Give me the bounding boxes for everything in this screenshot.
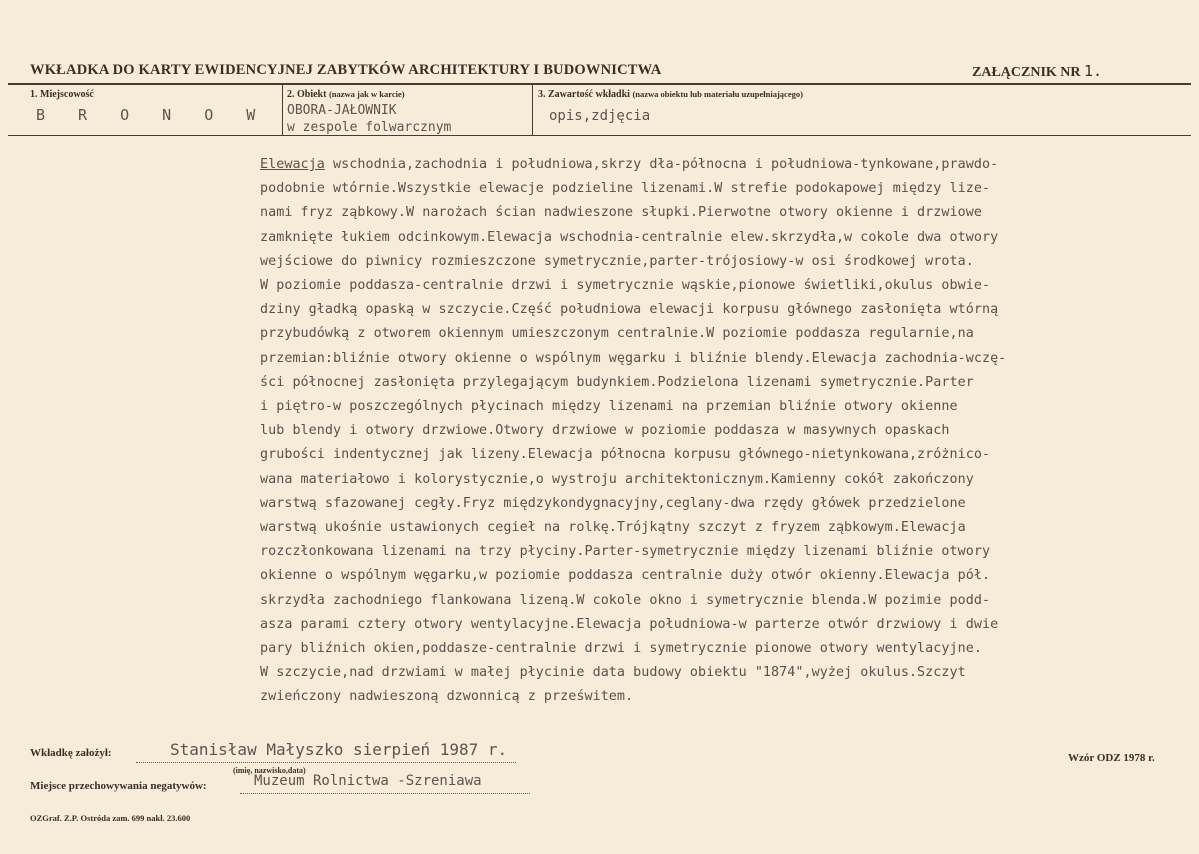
- print-note: OZGraf. Z.P. Ostróda zam. 699 nakł. 23.600: [30, 813, 191, 823]
- header-bottom-rule: [8, 135, 1191, 136]
- field-divider-1: [282, 84, 283, 135]
- author-dotline: [136, 762, 516, 763]
- locality-label: 1. Miejscowość: [30, 89, 94, 100]
- description-line: warstwą ukośnie ustawionych cegieł na rolkę.Trójkątny szczyt z fryzem ząbkowym.Elewacja: [260, 520, 966, 536]
- description-line: wejściowe do piwnicy rozmieszczone symetrycznie,parter-trójosiowy-w osi środkowej wrota.: [260, 253, 974, 269]
- description-line: podobnie wtórnie.Wszystkie elewacje podzieline lizenami.W strefie podokapowej między lize-: [260, 181, 991, 197]
- description-line: dziny gładką opaską w szczycie.Część południowa elewacji korpusu głównego zasłonięta wtórną: [260, 302, 999, 318]
- description-line: warstwą sfazowanej cegły.Fryz międzykondygnacyjny,ceglany-dwa rzędy główek przedzielone: [260, 495, 966, 511]
- template-note: Wzór ODZ 1978 r.: [1068, 752, 1155, 764]
- description-line: zamknięte łukiem odcinkowym.Elewacja wschodnia-centralnie elew.skrzydła,w cokole dwa otwory: [260, 229, 999, 245]
- description-line: rozczłonkowana lizenami na trzy płyciny.Parter-symetrycznie między lizenami bliźnie otwory: [260, 544, 991, 560]
- author-value: Stanisław Małyszko sierpień 1987 r.: [170, 740, 508, 759]
- description-line: wana materiałowo i kolorystycznie,o wystroju architektonicznym.Kamienny cokół zakończony: [260, 471, 974, 487]
- author-label: Wkładkę założył:: [30, 747, 112, 759]
- negatives-value: Muzeum Rolnictwa -Szreniawa: [254, 773, 482, 789]
- object-label-note: (nazwa jak w karcie): [328, 89, 405, 99]
- description-first-word: Elewacja: [260, 157, 325, 172]
- attachment-number-value: 1.: [1084, 62, 1103, 80]
- description-line: asza parami cztery otwory wentylacyjne.Elewacja południowa-w parterze otwór drzwiowy i dwie: [260, 616, 999, 632]
- description-line: skrzydła zachodniego flankowana lizeną.W cokole okno i symetrycznie blenda.W pozimie podd-: [260, 592, 991, 608]
- object-value-line1: OBORA-JAŁOWNIK: [287, 103, 397, 118]
- attachment-label: ZAŁĄCZNIK NR: [972, 65, 1081, 80]
- description-line: przemian:bliźnie otwory okienne o wspólnym węgarku i bliźnie blendy.Elewacja zachodnia-wczę-: [260, 350, 1007, 366]
- field-divider-2: [532, 84, 533, 135]
- description-line: przybudówką z otworem okiennym umieszczonym centralnie.W poziomie poddasza regularnie,na: [260, 326, 974, 342]
- content-label-text: 3. Zawartość wkładki: [538, 89, 630, 100]
- author-note: (imię, nazwisko,data): [233, 766, 306, 775]
- description-line: okienne o wspólnym węgarku,w poziomie poddasza centralnie duży otwór okienny.Elewacja pół.: [260, 568, 991, 584]
- description-line: W poziomie poddasza-centralnie drzwi i symetrycznie wąskie,pionowe świetliki,okulus obwie-: [260, 278, 991, 294]
- negatives-dotline: [240, 793, 530, 794]
- description-line: grubości indentycznej jak lizeny.Elewacja północna korpusu głównego-nietynkowana,zróżnico-: [260, 447, 991, 463]
- description-line-text: wschodnia,zachodnia i południowa,skrzy dła-północna i południowa-tynkowane,prawdo-: [324, 157, 999, 172]
- description-line: W szczycie,nad drzwiami w małej płycinie data budowy obiektu "1874",wyżej okulus.Szczyt: [260, 665, 966, 681]
- description-line: nami fryz ząbkowy.W narożach ścian nadwieszone słupki.Pierwotne otwory okienne i drzwiowe: [260, 205, 982, 221]
- content-value: opis,zdjęcia: [549, 108, 651, 124]
- object-value: [287, 102, 451, 136]
- locality-value: B R O N O W: [36, 106, 268, 124]
- object-label-text: 2. Obiekt: [287, 89, 327, 100]
- content-label-note: (nazwa obiektu lub materiału uzupełniającego): [632, 89, 803, 99]
- description-line: [260, 153, 1195, 177]
- description-line: pary bliźnich okien,poddasze-centralnie drzwi i symetrycznie pionowe otwory wentylacyjne.: [260, 641, 982, 657]
- attachment-number: [972, 62, 1102, 81]
- description-line: ści północnej zasłonięta przylegającym budynkiem.Podzielona lizenami symetrycznie.Parter: [260, 374, 974, 390]
- object-label: [287, 89, 405, 100]
- description-text: [260, 153, 1195, 710]
- card-title: WKŁADKA DO KARTY EWIDENCYJNEJ ZABYTKÓW ARCHITEKTURY I BUDOWNICTWA: [30, 62, 662, 78]
- description-line: zwieńczony nadwieszoną dzwonnicą z prześwitem.: [260, 689, 634, 705]
- content-label: [538, 89, 803, 100]
- description-line: i piętro-w poszczególnych płycinach między lizenami na przemian bliźnie otwory okienne: [260, 399, 958, 415]
- header-top-rule: [8, 83, 1191, 85]
- object-value-line2: w zespole folwarcznym: [287, 120, 452, 135]
- description-line: lub blendy i otwory drzwiowe.Otwory drzwiowe w poziomie poddasza w masywnych opaskach: [260, 423, 950, 439]
- negatives-label: Miejsce przechowywania negatywów:: [30, 780, 207, 792]
